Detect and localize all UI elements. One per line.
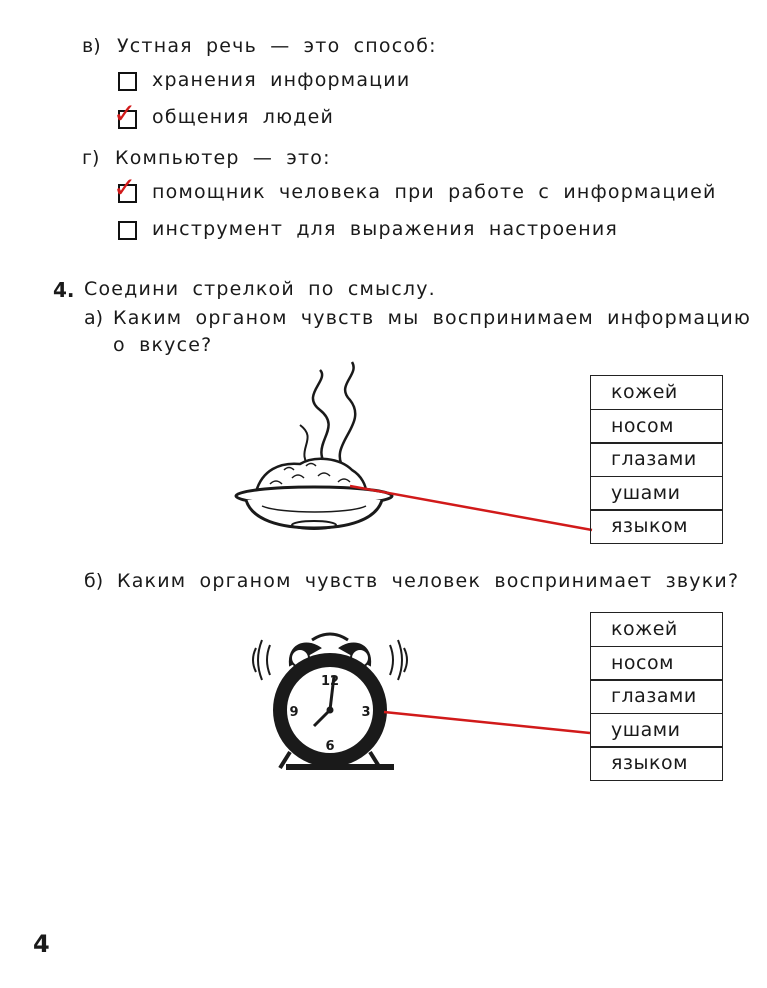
option-skin[interactable]: кожей — [590, 375, 723, 410]
option-nose[interactable]: носом — [590, 646, 723, 681]
connection-line-taste — [350, 486, 592, 530]
task-title: Соедини стрелкой по смыслу. — [84, 278, 436, 300]
part-b-question: Каким органом чувств человек воспринимает звуки? — [117, 570, 740, 592]
red-checkmark-icon: ✓ — [113, 97, 137, 130]
part-a-question-line1: Каким органом чувств мы воспринимаем информацию — [113, 307, 752, 329]
part-a-letter: а) — [84, 307, 104, 329]
question-g-text: Компьютер — это: — [115, 147, 331, 169]
option-eyes[interactable]: глазами — [590, 679, 723, 714]
clock-number-3: 3 — [361, 705, 371, 720]
option-ears[interactable]: ушами — [590, 476, 723, 511]
page-number: 4 — [33, 930, 50, 958]
clock-number-9: 9 — [289, 705, 299, 720]
option-tongue[interactable]: языком — [590, 509, 723, 544]
part-b-options — [590, 612, 723, 781]
red-checkmark-icon: ✓ — [113, 171, 137, 204]
porridge-plate-icon — [236, 362, 392, 529]
option-ears[interactable]: ушами — [590, 713, 723, 748]
option-tongue[interactable]: языком — [590, 746, 723, 781]
option-communication-label: общения людей — [152, 106, 335, 128]
clock-number-12: 12 — [320, 674, 340, 689]
question-g-letter: г) — [82, 147, 100, 169]
clock-number-6: 6 — [325, 739, 335, 754]
option-storage-label: хранения информации — [152, 69, 411, 91]
task-number: 4. — [53, 278, 75, 302]
part-a-question-line2: о вкусе? — [113, 334, 213, 356]
question-v-text: Устная речь — это способ: — [117, 35, 437, 57]
option-eyes[interactable]: глазами — [590, 442, 723, 477]
connection-line-sound — [384, 712, 590, 733]
part-a-options — [590, 375, 723, 544]
part-b-letter: б) — [84, 570, 104, 592]
option-skin[interactable]: кожей — [590, 612, 723, 647]
question-v-letter: в) — [82, 35, 101, 57]
option-assistant-label: помощник человека при работе с информацией — [152, 181, 717, 203]
option-mood-tool-label: инструмент для выражения настроения — [152, 218, 618, 240]
option-nose[interactable]: носом — [590, 409, 723, 444]
